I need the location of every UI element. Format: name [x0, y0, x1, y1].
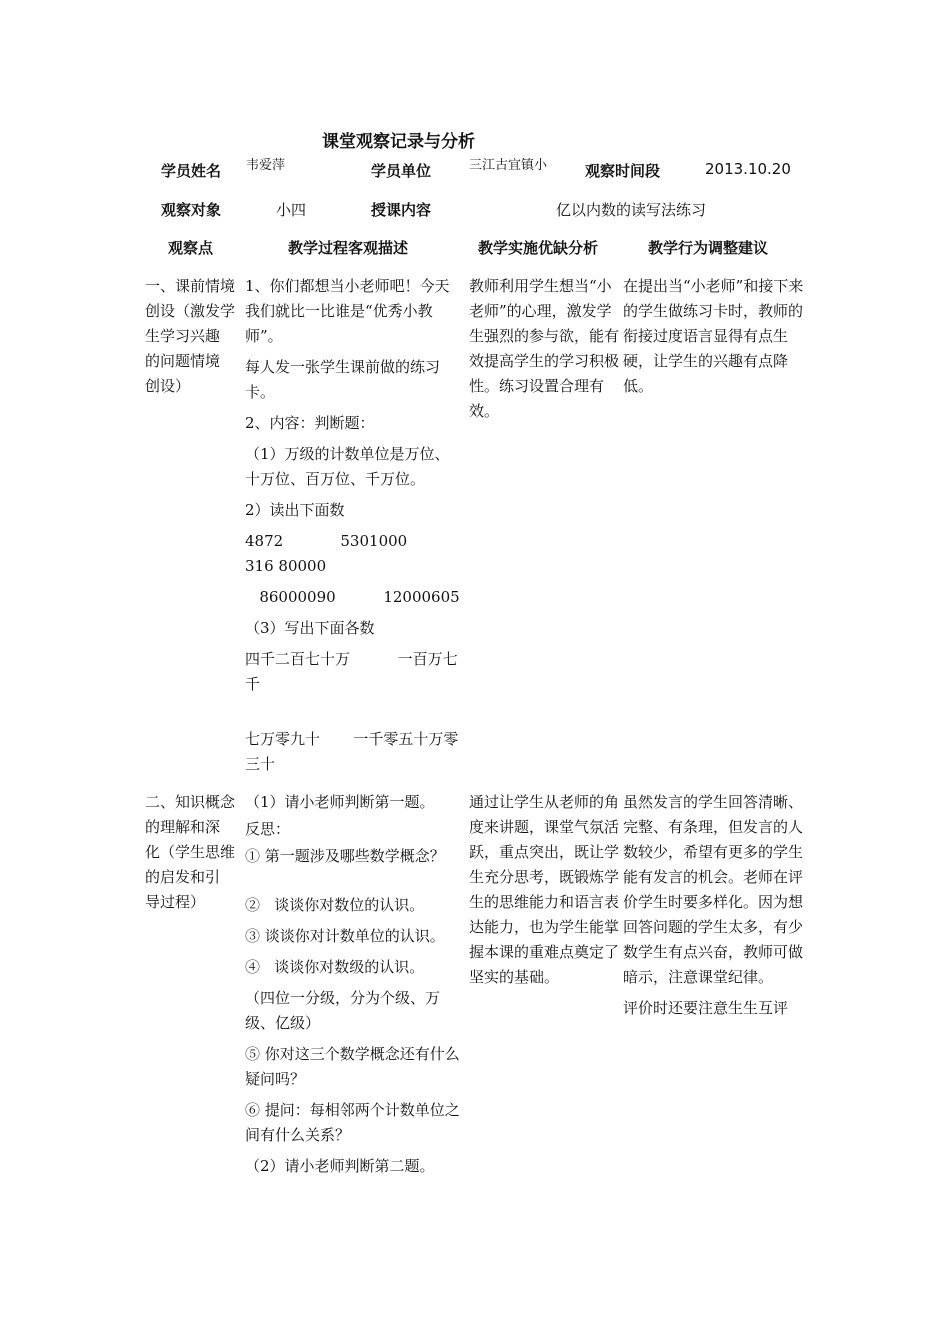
row-1-point-line: 创设）: [145, 377, 191, 395]
row-2-process: [245, 790, 465, 1185]
column-header-point: 观察点: [168, 239, 214, 257]
row-2-point-line: 二、知识概念: [145, 793, 236, 811]
process-item: （四位一分级，分为个级、万级、亿级）: [245, 989, 441, 1032]
column-header-process: 教学过程客观描述: [288, 239, 409, 257]
row-1-analysis: [469, 274, 621, 430]
row-2-point-line: 化（学生思维: [145, 843, 236, 861]
process-item: （1）请小老师判断第一题。: [245, 793, 435, 811]
content-label: 授课内容: [371, 201, 432, 219]
process-item: （3）写出下面各数: [245, 619, 375, 637]
row-1-point: [145, 274, 243, 399]
process-item: 1、你们都想当小老师吧！今天我们就比一比谁是“优秀小教师”。: [245, 277, 450, 345]
process-item: ⑥ 提问：每相邻两个计数单位之间有什么关系？: [245, 1101, 460, 1144]
time-value: 2013.10.20: [705, 160, 791, 178]
object-label: 观察对象: [161, 201, 222, 219]
student-name-value: 韦爱萍: [246, 158, 286, 173]
time-label: 观察时间段: [585, 162, 661, 180]
process-item: 反思：: [245, 820, 291, 838]
unit-label: 学员单位: [371, 162, 432, 180]
row-2-point-line: 导过程）: [145, 893, 206, 911]
row-2-analysis: [469, 790, 621, 996]
suggestion-text: 在提出当“小老师”和接下来的学生做练习卡时，教师的衔接过度语言显得有点生硬，让学生的兴趣有点降低。: [623, 277, 804, 395]
row-1-point-line: 创设（激发学: [145, 302, 236, 320]
row-2-point-line: 的启发和引: [145, 868, 221, 886]
row-2-point-line: 的理解和深: [145, 818, 221, 836]
page-title: 课堂观察记录与分析: [322, 132, 475, 152]
row-1-point-line: 的问题情境: [145, 352, 221, 370]
row-1-point-line: 生学习兴趣: [145, 327, 221, 345]
row-2-point: [145, 790, 243, 915]
content-value: 亿以内数的读写法练习: [556, 201, 707, 219]
process-item: ① 第一题涉及哪些数学概念？: [245, 847, 445, 865]
process-item: （1）万级的计数单位是万位、十万位、百万位、千万位。: [245, 445, 450, 488]
process-item: 四千二百七十万 一百万七千: [245, 650, 458, 693]
process-item: ③ 谈谈你对计数单位的认识。: [245, 927, 445, 945]
column-header-analysis: 教学实施优缺分析: [478, 239, 599, 257]
unit-value: 三江古宜镇小: [469, 158, 548, 173]
process-item: 2、内容：判断题：: [245, 414, 375, 432]
row-2-suggestion: [623, 790, 809, 1027]
column-header-suggestion: 教学行为调整建议: [648, 239, 769, 257]
process-item: 4872 5301000 316 80000: [245, 532, 436, 575]
suggestion-text: 虽然发言的学生回答清晰、完整、有条理，但发言的人数较少，希望有更多的学生能有发言的机会。老师在评价学生时要多样化。因为想回答问题的学生太多，有少数学生有点兴奋，教师可做暗示，注意课堂纪律。: [623, 793, 804, 986]
process-item: ④ 谈谈你对数级的认识。: [245, 958, 425, 976]
process-item: 每人发一张学生课前做的练习卡。: [245, 358, 441, 401]
object-value: 小四: [276, 201, 307, 219]
row-1-point-line: 一、课前情境: [145, 277, 236, 295]
process-item: 86000090 12000605: [245, 588, 460, 606]
suggestion-text: 评价时还要注意生生互评: [623, 999, 789, 1017]
process-item: 2）读出下面数: [245, 501, 345, 519]
process-item: 七万零九十 一千零五十万零三十: [245, 730, 459, 773]
analysis-text: 教师利用学生想当“小老师”的心理，激发学生强烈的参与欲，能有效提高学生的学习积极性。练习设置合理有效。: [469, 277, 620, 420]
process-item: （2）请小老师判断第二题。: [245, 1157, 435, 1175]
process-item: ② 谈谈你对数位的认识。: [245, 896, 425, 914]
row-1-suggestion: [623, 274, 809, 405]
process-item: ⑤ 你对这三个数学概念还有什么疑问吗？: [245, 1045, 460, 1088]
student-name-label: 学员姓名: [161, 162, 222, 180]
analysis-text: 通过让学生从老师的角度来讲题，课堂气氛活跃，重点突出，既让学生充分思考，既锻炼学生的思维能力和语言表达能力，也为学生能掌握本课的重难点奠定了坚实的基础。: [469, 793, 620, 986]
row-1-process: [245, 274, 463, 783]
